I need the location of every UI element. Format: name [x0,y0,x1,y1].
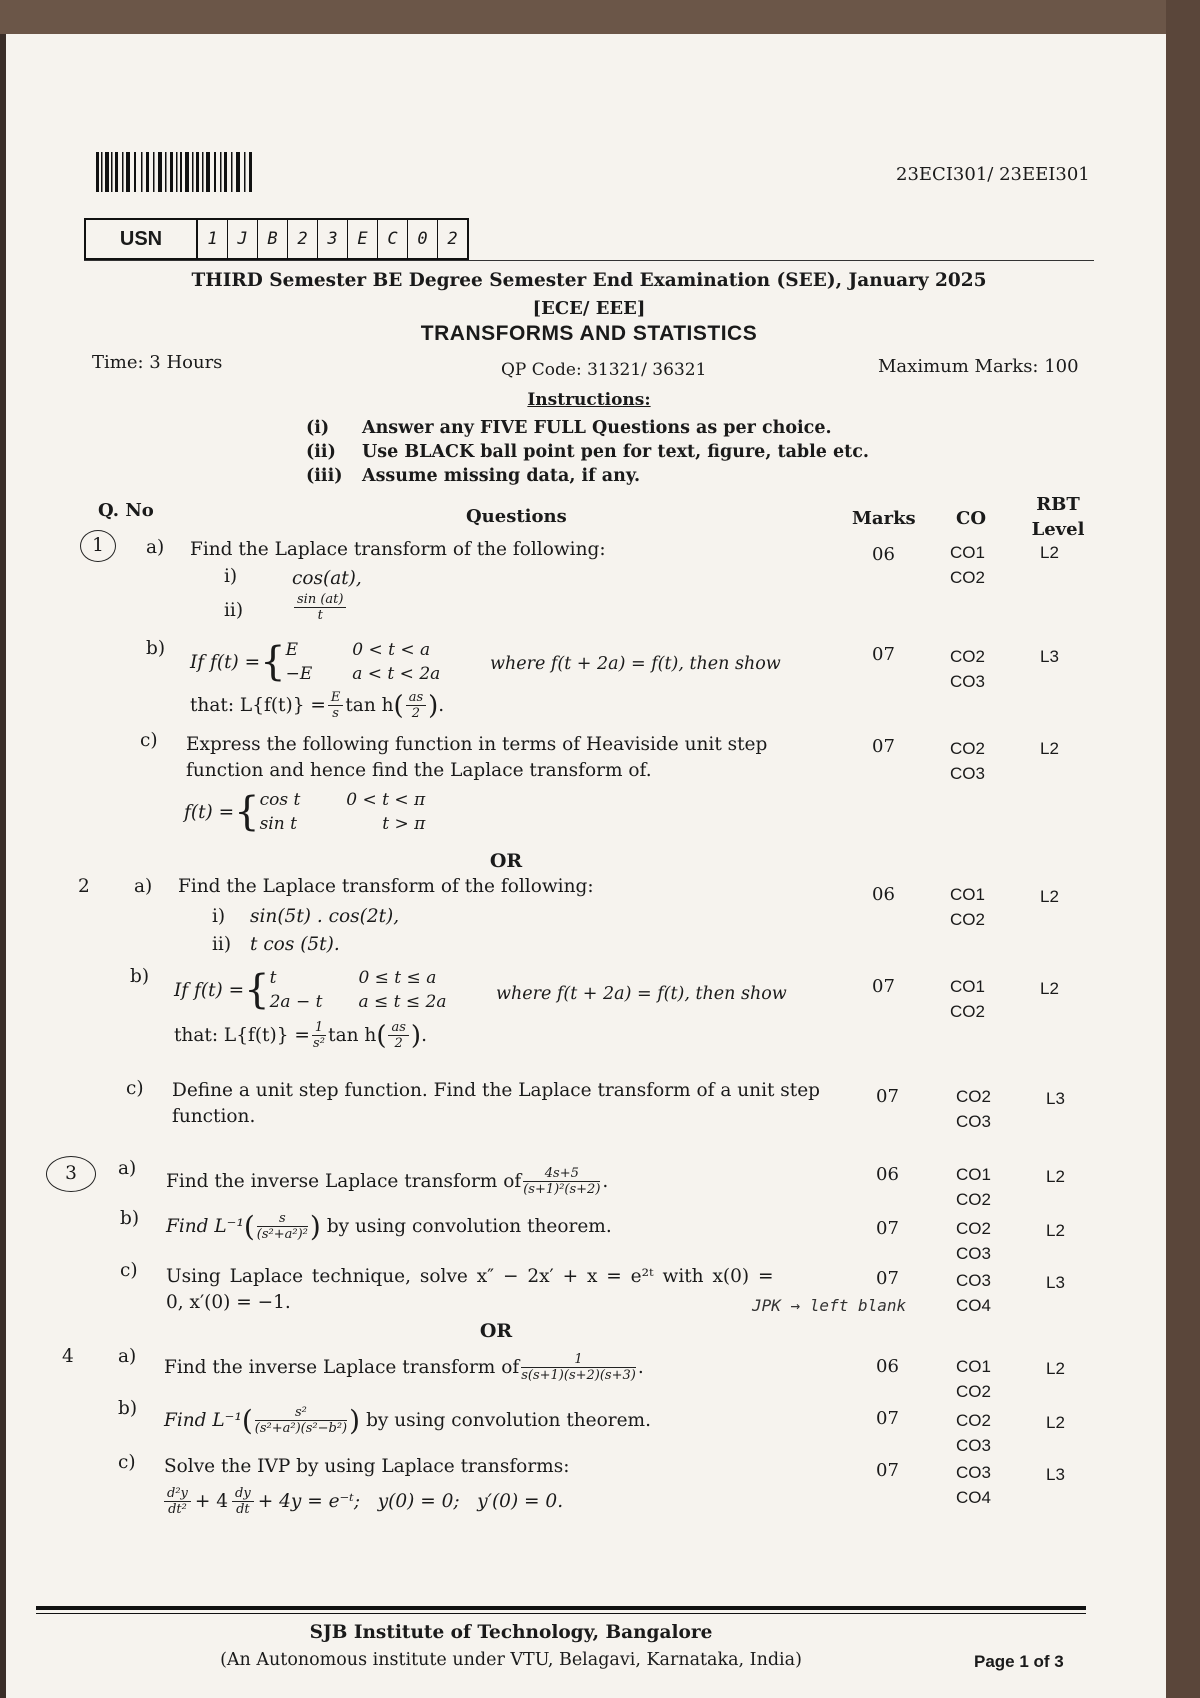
marks: 07 [872,976,895,997]
rbt-level: L3 [1046,1465,1065,1484]
col-rbt: RBT Level [1031,494,1085,540]
part-label: a) [118,1158,137,1179]
rbt-level: L2 [1046,1413,1065,1432]
part-label: c) [126,1078,144,1099]
course-outcome: CO2 CO3 [956,1411,991,1455]
footer-divider [36,1613,1086,1614]
col-co: CO [956,508,987,529]
question-text: Find the Laplace transform of the following: [178,876,594,897]
question-text: 0, x′(0) = −1. [166,1292,291,1313]
col-questions: Questions [466,506,567,527]
part-label: c) [120,1260,138,1281]
institute-affiliation: (An Autonomous institute under VTU, Belagavi, Karnataka, India) [220,1650,802,1670]
question-text: Find L⁻¹ ( $\frac{s}{\text{(s²+a²)²}}$ ) by using convolution theorem. [166,1210,612,1243]
question-text: Find the inverse Laplace transform of $\frac{4s+5}{\text{(s+1)²(s+2)}}$ . [166,1166,609,1197]
math-fraction: $\frac{\sin (at)}{t}$ [292,592,348,623]
course-outcome: CO1 CO2 [956,1357,991,1401]
part-label: a) [118,1346,137,1367]
piecewise-function: f(t) = { cos t sin t 0 < t < π t > π [184,789,426,835]
question-text: where f(t + 2a) = f(t), then show [490,654,781,674]
question-number: 1 [80,530,116,562]
subpart-label: ii) [212,934,232,955]
math-expression: that: L{f(t)} = $\frac{1}{\text{s²}}$ tan h ( $\frac{as}{2}$ ) . [174,1020,427,1051]
rbt-level: L3 [1040,647,1059,666]
part-label: b) [130,966,150,987]
subject-title: TRANSFORMS AND STATISTICS [420,322,758,345]
rbt-level: L2 [1040,979,1059,998]
question-text: Solve the IVP by using Laplace transforms: [164,1456,570,1477]
rbt-level: L2 [1046,1167,1065,1186]
question-number: 3 [46,1156,96,1192]
marks: 06 [872,884,895,905]
rbt-level: L2 [1040,739,1059,758]
usn-char: 3 [318,220,348,258]
marks: 07 [876,1086,899,1107]
question-text: Express the following function in terms of Heaviside unit step [186,734,768,755]
marks: 06 [876,1164,899,1185]
divider [84,260,1094,261]
part-label: a) [134,876,153,897]
usn-char: 2 [447,229,458,249]
math-expression: cos(at), [292,568,362,589]
rbt-level: L2 [1046,1359,1065,1378]
math-expression: t cos (5t). [250,934,340,955]
marks: 07 [872,736,895,757]
barcode-icon [96,152,256,192]
course-outcome: CO1 CO2 [950,885,985,929]
part-label: b) [118,1398,138,1419]
course-outcome: CO1 CO2 [956,1165,991,1209]
or-separator: OR [489,850,523,872]
question-text: Find the inverse Laplace transform of $\frac{1}{s(s+1)(s+2)(s+3)}$ . [164,1352,644,1383]
question-text: Define a unit step function. Find the Laplace transform of a unit step [172,1080,821,1101]
marks: 07 [876,1218,899,1239]
marks: 06 [876,1356,899,1377]
part-label: b) [146,638,166,659]
marks: 07 [876,1408,899,1429]
scan-border-right [1166,0,1200,1698]
question-text: where f(t + 2a) = f(t), then show [496,984,787,1004]
piecewise-function: If f(t) = { E −E 0 < t < a a < t < 2a [190,639,441,685]
instruction-item: (i) Answer any FIVE FULL Questions as per choice. [306,418,832,438]
math-expression: that: L{f(t)} = $\frac{E}{s}$ tan h ( $\frac{as}{2}$ ) . [190,690,445,721]
usn-char: 2 [288,220,318,258]
course-outcome: CO2 CO3 [950,739,985,783]
subpart-label: ii) [224,600,244,621]
question-text: Find the Laplace transform of the following: [190,539,606,560]
question-number: 2 [78,876,90,897]
handwritten-note: JPK → left blank [752,1296,907,1315]
part-label: c) [140,730,158,751]
usn-char: E [348,220,378,258]
usn-grid [84,218,469,260]
course-outcome: CO2 CO3 [956,1087,991,1131]
institute-name: SJB Institute of Technology, Bangalore [309,1622,713,1643]
footer-divider [36,1606,1086,1610]
max-marks: Maximum Marks: 100 [878,356,1079,377]
subpart-label: i) [212,906,226,927]
qp-code: QP Code: 31321/ 36321 [501,360,707,380]
question-text: Using Laplace technique, solve x″ − 2x′ + x = e²ᵗ with x(0) = [166,1266,774,1287]
marks: 07 [872,644,895,665]
page-number: Page 1 of 3 [974,1652,1064,1671]
part-label: c) [118,1452,136,1473]
instruction-item: (ii) Use BLACK ball point pen for text, figure, table etc. [306,442,870,462]
course-code: 23ECI301/ 23EEI301 [896,164,1090,185]
branch: [ECE/ EEE] [532,298,646,319]
exam-title: THIRD Semester BE Degree Semester End Examination (SEE), January 2025 [191,270,987,291]
scan-border-top [0,0,1200,34]
course-outcome: CO3 CO4 [956,1463,991,1507]
course-outcome: CO2 CO3 [956,1219,991,1263]
piecewise-function: If f(t) = { t 2a − t 0 ≤ t ≤ a a ≤ t ≤ 2a [174,967,447,1013]
usn-char: 0 [408,220,438,258]
marks: 07 [876,1268,899,1289]
course-outcome: CO1 CO2 [950,977,985,1021]
question-number: 4 [62,1346,74,1367]
question-text: function. [172,1106,256,1127]
usn-char: B [258,220,288,258]
question-text: Find L⁻¹ ( $\frac{\text{s²}}{\text{(s²+a²)(s²−b²)}}$ ) by using convolution theorem. [164,1404,651,1437]
col-qno: Q. No [98,500,154,521]
math-expression: sin(5t) . cos(2t), [250,906,400,927]
usn-char: 1 [198,220,228,258]
rbt-level: L2 [1040,543,1059,562]
course-outcome: CO2 CO3 [950,647,985,691]
rbt-level: L2 [1040,887,1059,906]
rbt-level: L2 [1046,1221,1065,1240]
question-text: function and hence find the Laplace transform of. [186,760,652,781]
rbt-level: L3 [1046,1273,1065,1292]
instruction-item: (iii) Assume missing data, if any. [306,466,641,486]
col-marks: Marks [852,508,916,529]
course-outcome: CO3 CO4 [956,1271,991,1315]
exam-time: Time: 3 Hours [92,352,223,373]
exam-paper [6,34,1166,1698]
or-separator: OR [479,1320,513,1342]
course-outcome: CO1 CO2 [950,543,985,587]
instructions-title: Instructions: [527,390,651,410]
differential-equation: $\frac{\text{d²y}}{\text{dt²}}$ + 4 $\frac{dy}{dt}$ + 4y = e⁻ᵗ; y(0) = 0; y′(0) = 0. [162,1486,563,1517]
rbt-level: L3 [1046,1089,1065,1108]
usn-char: C [378,220,408,258]
usn-char: J [228,220,258,258]
marks: 07 [876,1460,899,1481]
part-label: b) [120,1208,140,1229]
usn-label: USN [86,220,198,258]
subpart-label: i) [224,566,238,587]
part-label: a) [146,537,165,558]
marks: 06 [872,544,895,565]
